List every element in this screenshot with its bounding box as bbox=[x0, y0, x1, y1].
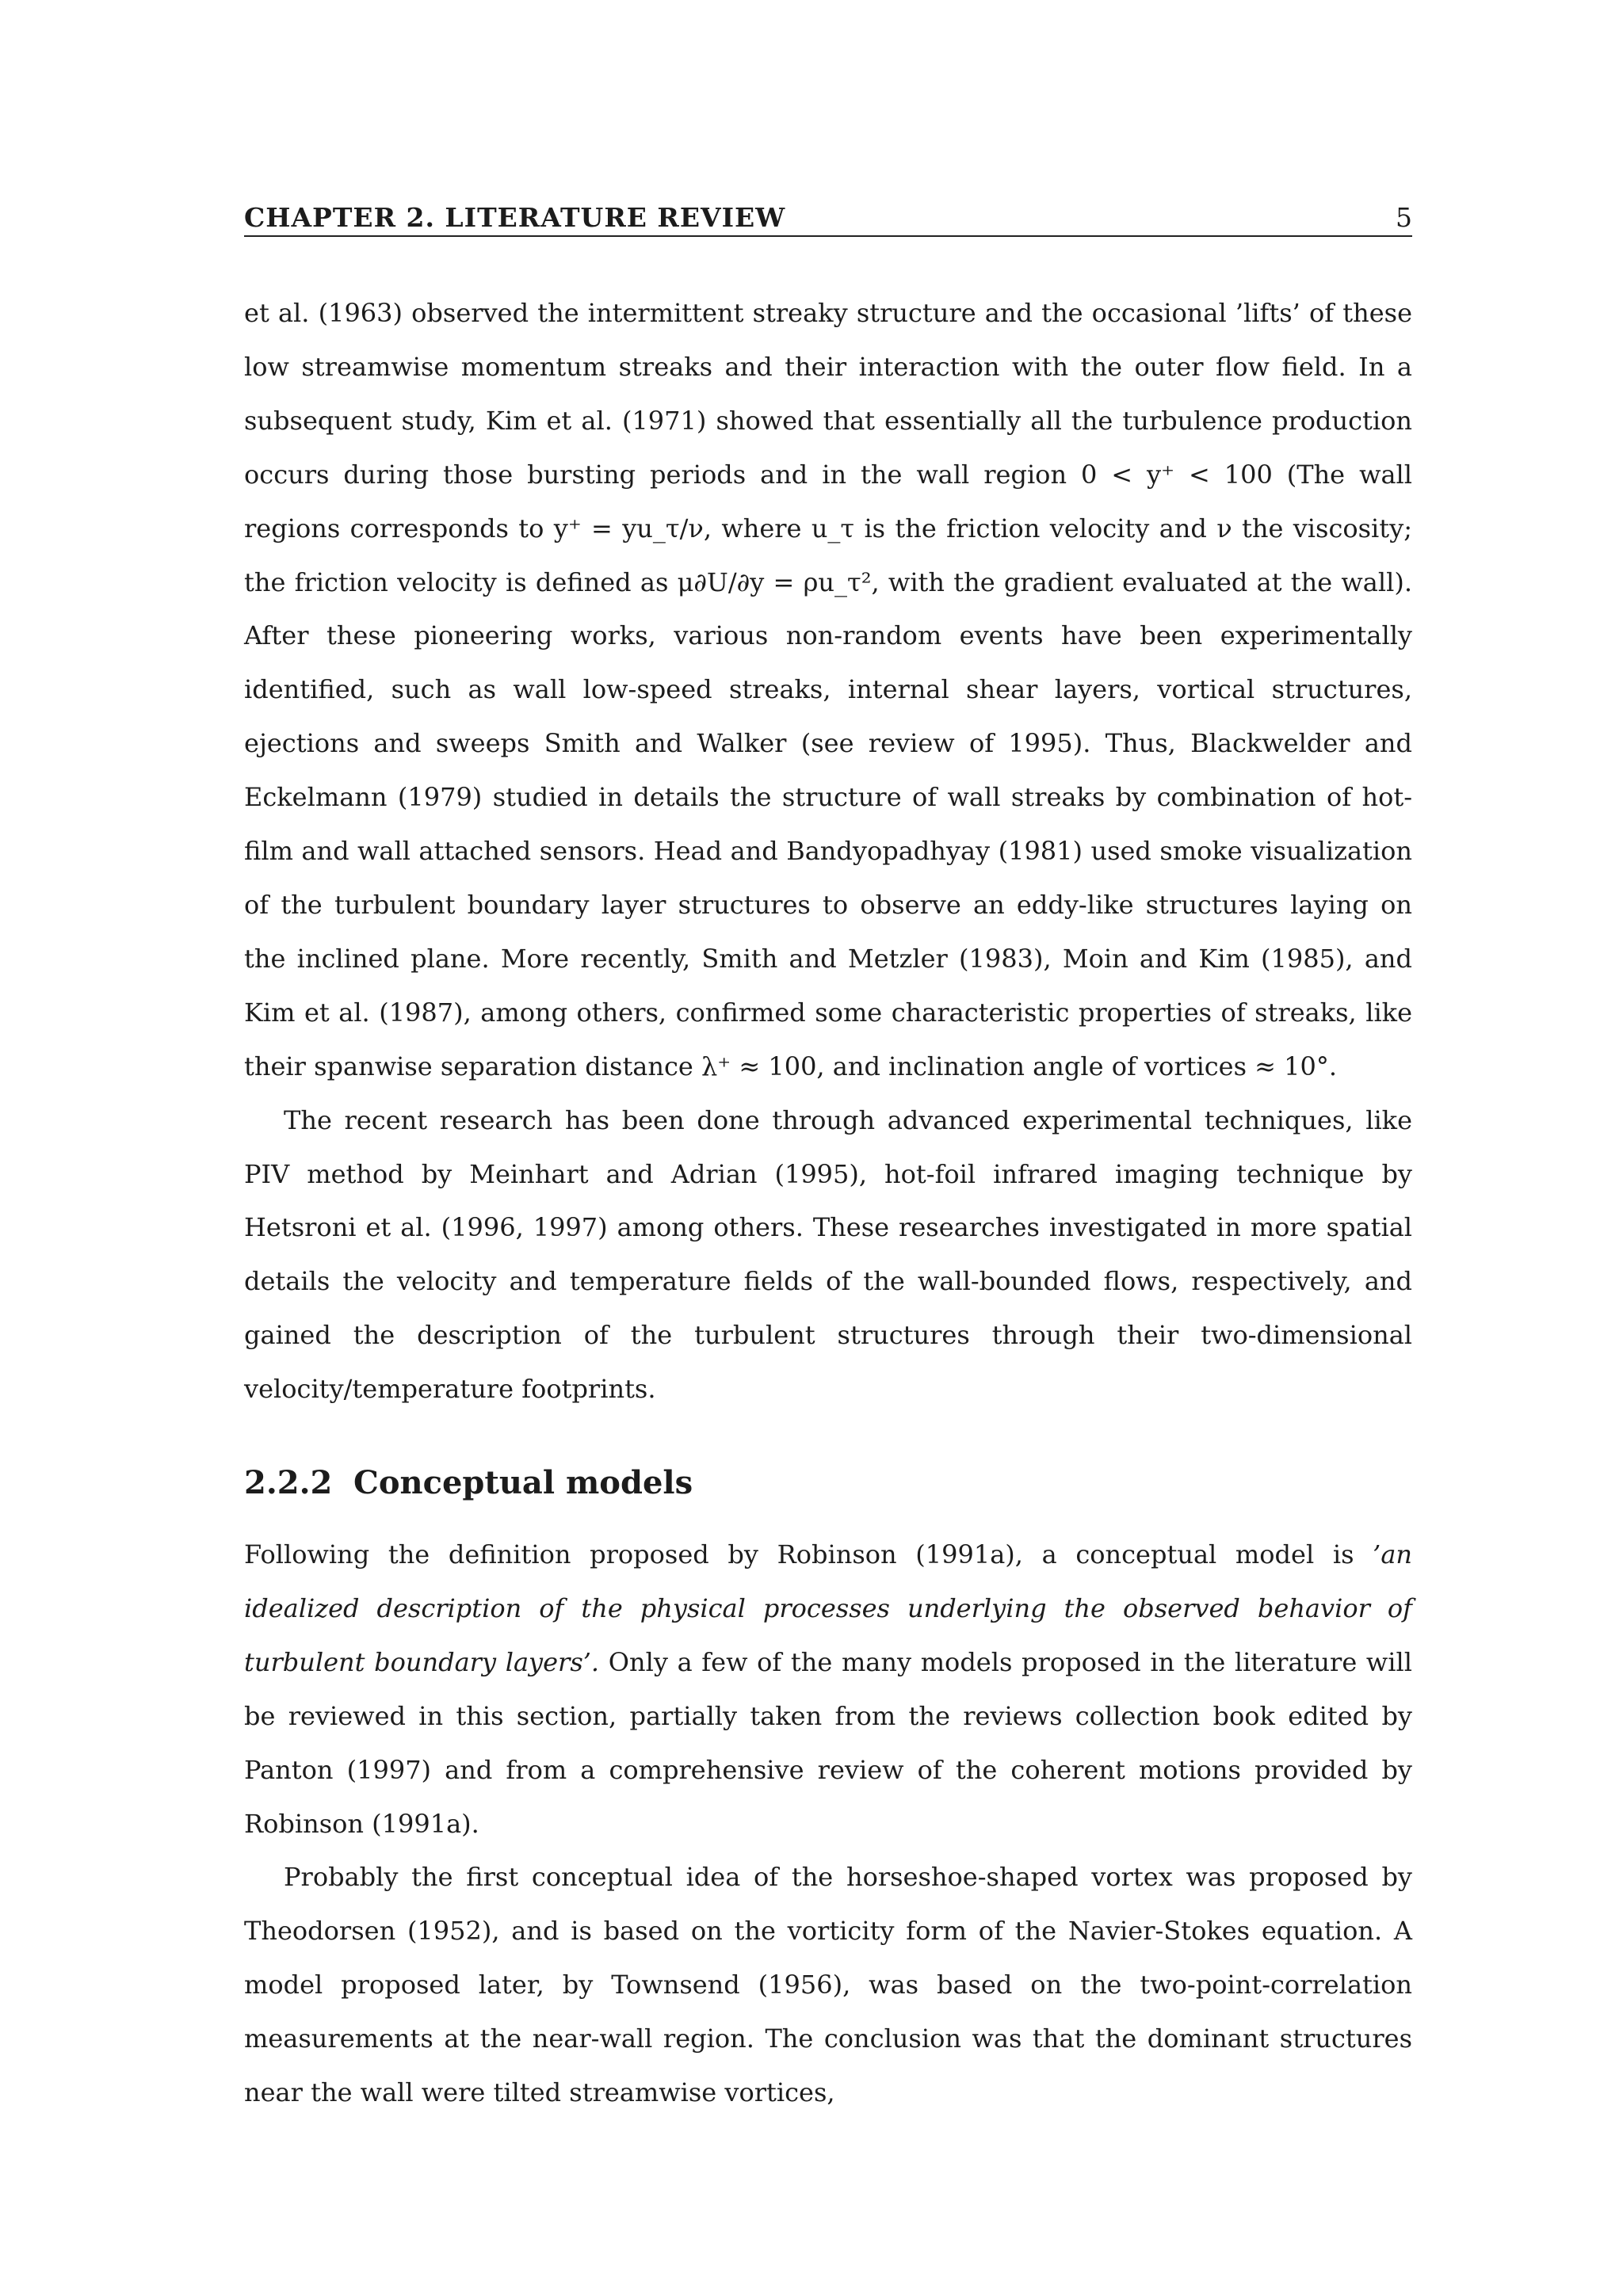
paragraph-1: et al. (1963) observed the intermittent streaky structure and the occasional ’lifts’ of these low streamwise momentum streaks and their interaction with the outer flow field. In a subsequent study, Kim et al. (1971) showed that essentially all the turbulence production occurs during those bursting periods and in the wall region 0 < y⁺ < 100 (The wall regions corresponds to y⁺ = yu_τ/ν, where u_τ is the friction velocity and ν the viscosity; the friction velocity is defined as μ∂U/∂y = ρu_τ², with the gradient evaluated at the wall). After these pioneering works, various non-random events have been experimentally identified, such as wall low-speed streaks, internal shear layers, vortical structures, ejections and sweeps Smith and Walker (see review of 1995). Thus, Blackwelder and Eckelmann (1979) studied in details the structure of wall streaks by combination of hot-film and wall attached sensors. Head and Bandyopadhyay (1981) used smoke visualization of the turbulent boundary layer structures to observe an eddy-like structures laying on the inclined plane. More recently, Smith and Metzler (1983), Moin and Kim (1985), and Kim et al. (1987), among others, confirmed some characteristic properties of streaks, like their spanwise separation distance λ⁺ ≈ 100, and inclination angle of vortices ≈ 10°. bbox=[244, 298, 1413, 1081]
definition-quote: ’an idealized description of the physical processes underlying the observed behavior of turbulent boundary layers’. bbox=[244, 1539, 1412, 1677]
page-number: 5 bbox=[1396, 202, 1412, 233]
paragraph-2: The recent research has been done through advanced experimental techniques, like PIV method by Meinhart and Adrian (1995), hot-foil infrared imaging technique by Hetsroni et al. (1996, 1997) among others. These researches investigated in more spatial details the velocity and temperature fields of the wall-bounded flows, respectively, and gained the description of the turbulent structures through their two-dimensional velocity/temperature footprints. bbox=[244, 1104, 1412, 1405]
paragraph-3-rest: Only a few of the many models proposed in the literature will be reviewed in this section, partially taken from the reviews collection book edited by Panton (1997) and from a comprehensive review of the coherent motions provided by Robinson (1991a). bbox=[244, 1646, 1413, 1839]
page-body bbox=[244, 287, 1412, 2120]
chapter-title: CHAPTER 2. LITERATURE REVIEW bbox=[244, 202, 786, 233]
paragraph-3-intro: Following the definition proposed by Robinson (1991a), a conceptual model is bbox=[244, 1539, 1373, 1570]
section-number: 2.2.2 bbox=[244, 1464, 333, 1502]
paragraph-3 bbox=[244, 1528, 1412, 1851]
running-header bbox=[244, 202, 1412, 237]
section-heading bbox=[244, 1464, 1412, 1501]
section-title: Conceptual models bbox=[353, 1464, 693, 1502]
paragraph-4: Probably the first conceptual idea of the horseshoe-shaped vortex was proposed by Theodorsen (1952), and is based on the vorticity form of the Navier-Stokes equation. A model proposed later, by Townsend (1956), was based on the two-point-correlation measurements at the near-wall region. The conclusion was that the dominant structures near the wall were tilted streamwise vortices, bbox=[244, 1862, 1412, 2108]
